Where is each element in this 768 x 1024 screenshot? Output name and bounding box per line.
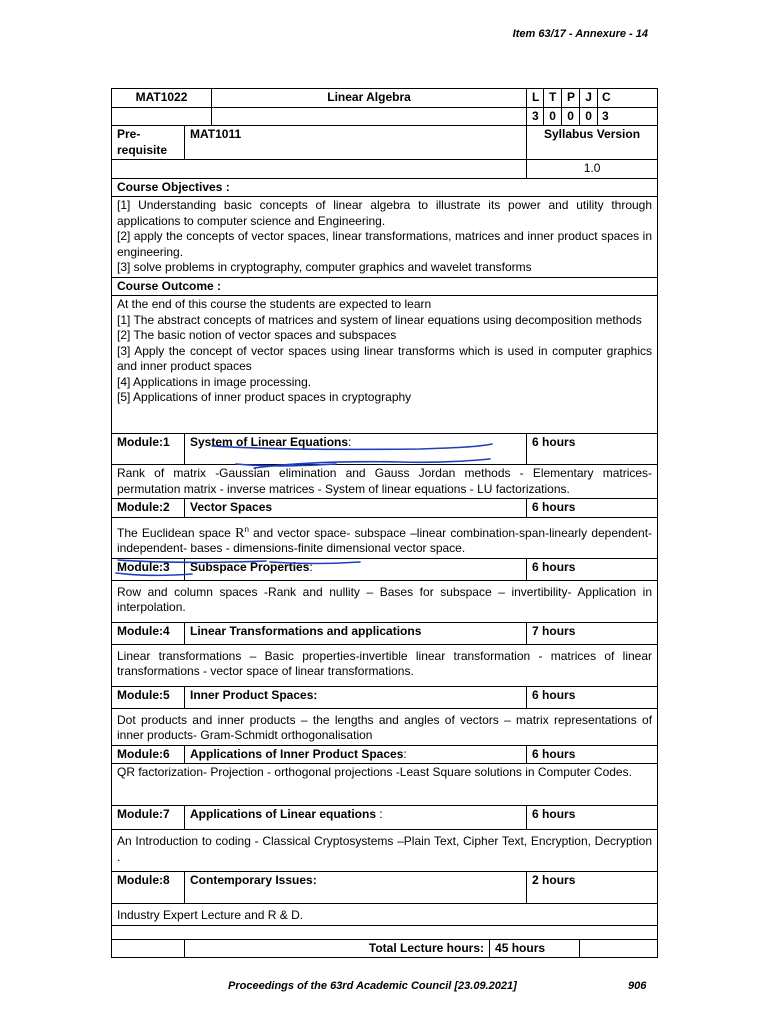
ltpjc-label-l: L bbox=[527, 89, 544, 108]
module-title: Applications of Linear equations : bbox=[185, 806, 527, 830]
ltpjc-value-p: 0 bbox=[562, 107, 580, 126]
ltpjc-label-t: T bbox=[544, 89, 562, 108]
prereq-value: MAT1011 bbox=[185, 126, 527, 160]
module-label: Module:6 bbox=[112, 745, 185, 764]
objective-1: [1] Understanding basic concepts of linear algebra to illustrate its power and utility through applications to computer science and Engineering. bbox=[117, 198, 653, 228]
module-title: Vector Spaces bbox=[185, 499, 527, 518]
module-label: Module:1 bbox=[112, 434, 185, 465]
objective-2: [2] apply the concepts of vector spaces, linear transformations, matrices and inner product spaces in engineering. bbox=[117, 229, 653, 259]
syllabus-table bbox=[111, 88, 658, 958]
module-title: Subspace Properties: bbox=[185, 558, 527, 580]
ltpjc-value-j: 0 bbox=[580, 107, 598, 126]
blank-cell bbox=[580, 939, 658, 958]
ltpjc-value-l: 3 bbox=[527, 107, 544, 126]
module-label: Module:2 bbox=[112, 499, 185, 518]
total-value: 45 hours bbox=[490, 939, 580, 958]
syllabus-version-label: Syllabus Version bbox=[527, 126, 658, 160]
module-title: System of Linear Equations: bbox=[185, 434, 527, 465]
module-content: QR factorization- Projection - orthogonal projections -Least Square solutions in Computer Codes. bbox=[112, 764, 658, 806]
module-label: Module:7 bbox=[112, 806, 185, 830]
module-content: Linear transformations – Basic properties-invertible linear transformation - matrices of linear transformations - vector space of linear transformations. bbox=[112, 644, 658, 686]
footer-proceedings: Proceedings of the 63rd Academic Council [23.09.2021] bbox=[228, 980, 517, 992]
objectives-heading: Course Objectives : bbox=[112, 178, 658, 197]
module-content: Industry Expert Lecture and R & D. bbox=[112, 904, 658, 926]
outcome-item: [2] The basic notion of vector spaces and subspaces bbox=[117, 328, 397, 342]
total-label: Total Lecture hours: bbox=[185, 939, 490, 958]
outcome-item: [1] The abstract concepts of matrices and system of linear equations using decomposition methods bbox=[117, 312, 642, 327]
module-label: Module:3 bbox=[112, 558, 185, 580]
module-hours: 7 hours bbox=[527, 622, 658, 644]
outcome-intro: At the end of this course the students are expected to learn bbox=[117, 297, 432, 311]
footer-page-number: 906 bbox=[628, 980, 647, 992]
module-title: Linear Transformations and applications bbox=[185, 622, 527, 644]
module-title: Inner Product Spaces: bbox=[185, 686, 527, 708]
objectives-text bbox=[112, 197, 658, 278]
blank-cell bbox=[112, 939, 185, 958]
module-hours: 6 hours bbox=[527, 686, 658, 708]
prereq-label: Pre-requisite bbox=[112, 126, 185, 160]
outcome-item: [4] Applications in image processing. bbox=[117, 374, 312, 389]
module-content: Rank of matrix -Gaussian elimination and Gauss Jordan methods - Elementary matrices- permutation matrix - inverse matrices - System of linear equations - LU factorizations. bbox=[112, 465, 658, 499]
module-label: Module:4 bbox=[112, 622, 185, 644]
ltpjc-label-c: C bbox=[598, 89, 658, 108]
module-hours: 6 hours bbox=[527, 745, 658, 764]
module-hours: 6 hours bbox=[527, 434, 658, 465]
objective-3: [3] solve problems in cryptography, computer graphics and wavelet transforms bbox=[117, 260, 532, 274]
module-content: An Introduction to coding - Classical Cryptosystems –Plain Text, Cipher Text, Encryption, Decryption . bbox=[112, 830, 658, 872]
outcome-item: [3] Apply the concept of vector spaces using linear transforms which is used in computer graphics and inner product spaces bbox=[117, 343, 653, 373]
ltpjc-value-c: 3 bbox=[598, 107, 658, 126]
module-content: The Euclidean space $R^n$ and vector space- subspace –linear combination-span-linearly dependent-independent- bases - dimensions-finite dimensional vector space. bbox=[112, 517, 658, 558]
module-hours: 6 hours bbox=[527, 806, 658, 830]
module-content: Dot products and inner products – the lengths and angles of vectors – matrix representations of inner products- Gram-Schmidt orthogonalisation bbox=[112, 708, 658, 745]
ltpjc-label-j: J bbox=[580, 89, 598, 108]
ltpjc-value-t: 0 bbox=[544, 107, 562, 126]
syllabus-version-value: 1.0 bbox=[527, 160, 658, 179]
course-title: Linear Algebra bbox=[212, 89, 527, 108]
ltpjc-label-p: P bbox=[562, 89, 580, 108]
blank-cell bbox=[212, 107, 527, 126]
blank-cell bbox=[112, 160, 527, 179]
blank-cell bbox=[112, 925, 658, 939]
module-hours: 6 hours bbox=[527, 558, 658, 580]
annexure-label: Item 63/17 - Annexure - 14 bbox=[512, 28, 648, 40]
outcome-text bbox=[112, 296, 658, 434]
module-label: Module:8 bbox=[112, 872, 185, 904]
module-hours: 2 hours bbox=[527, 872, 658, 904]
module-title: Contemporary Issues: bbox=[185, 872, 527, 904]
blank-cell bbox=[112, 107, 212, 126]
module-hours: 6 hours bbox=[527, 499, 658, 518]
module-title: Applications of Inner Product Spaces: bbox=[185, 745, 527, 764]
outcome-item: [5] Applications of inner product spaces in cryptography bbox=[117, 390, 412, 404]
course-code: MAT1022 bbox=[112, 89, 212, 108]
module-label: Module:5 bbox=[112, 686, 185, 708]
module-content: Row and column spaces -Rank and nullity – Bases for subspace – invertibility- Application in interpolation. bbox=[112, 580, 658, 622]
outcome-heading: Course Outcome : bbox=[112, 277, 658, 296]
euclidean-symbol: R bbox=[235, 525, 245, 541]
